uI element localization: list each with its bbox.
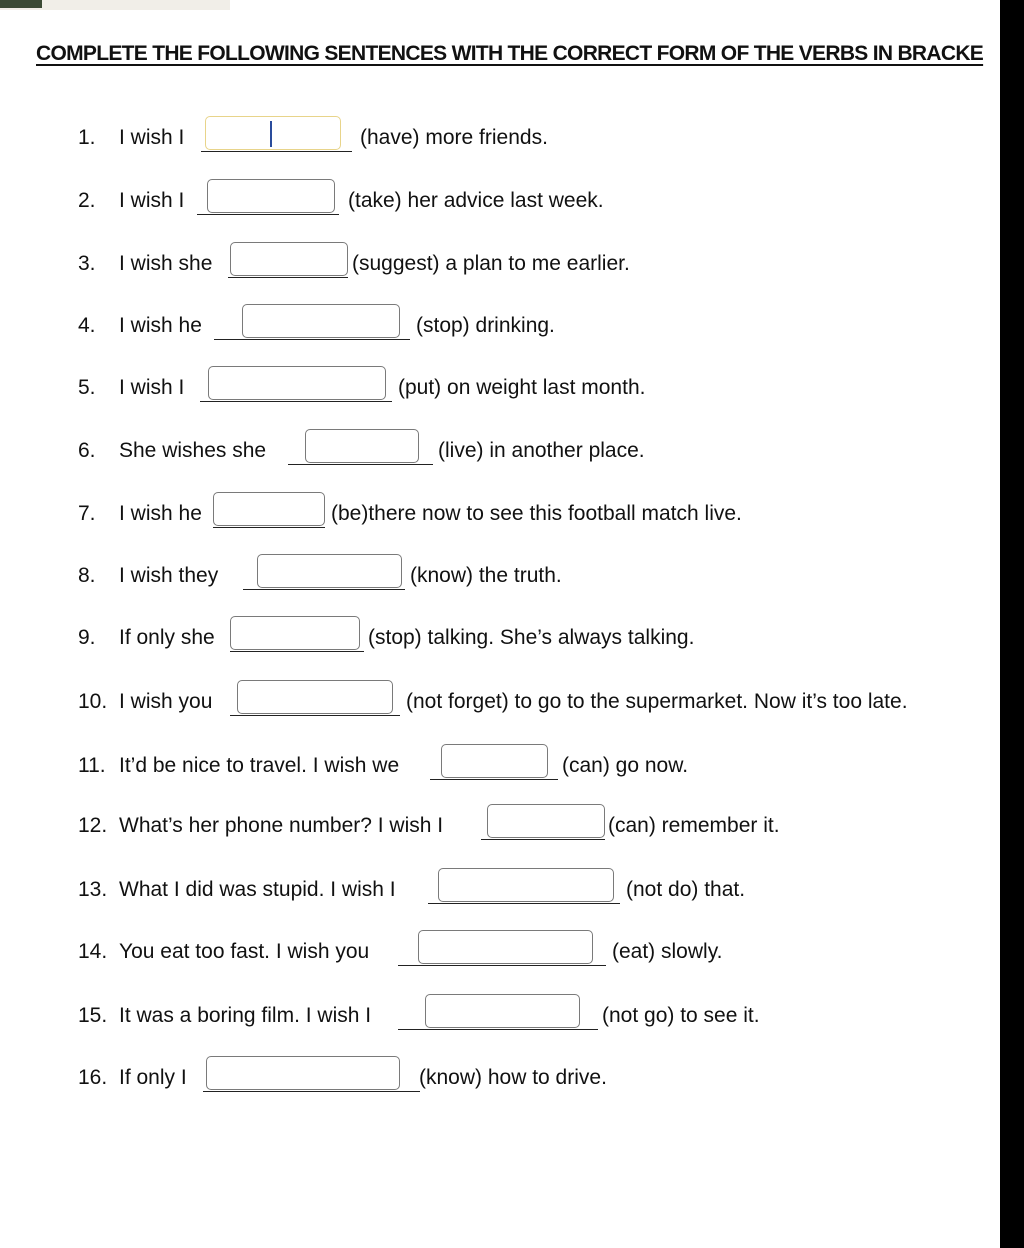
sentence-row-15 bbox=[0, 990, 1000, 1034]
top-mark bbox=[0, 0, 42, 8]
sentence-end: (put) on weight last month. bbox=[398, 376, 646, 399]
answer-input-7[interactable] bbox=[213, 492, 325, 526]
sentence-row-13 bbox=[0, 864, 1000, 908]
sentence-row-5 bbox=[0, 362, 1000, 406]
item-number: 5. bbox=[78, 376, 96, 399]
sentence-end: (stop) talking. She’s always talking. bbox=[368, 626, 695, 649]
text-cursor bbox=[270, 121, 272, 147]
blank-underline bbox=[428, 903, 620, 904]
answer-input-4[interactable] bbox=[242, 304, 400, 338]
sentence-end: (can) go now. bbox=[562, 754, 689, 777]
item-number: 16. bbox=[78, 1066, 108, 1089]
sentence-end: (suggest) a plan to me earlier. bbox=[352, 252, 630, 275]
sentence-start: She wishes she bbox=[119, 439, 267, 462]
sentence-end: (not go) to see it. bbox=[602, 1004, 760, 1027]
answer-input-6[interactable] bbox=[305, 429, 419, 463]
item-number: 2. bbox=[78, 189, 96, 212]
sentence-end: (have) more friends. bbox=[360, 126, 548, 149]
sentence-start: If only she bbox=[119, 626, 215, 649]
answer-input-8[interactable] bbox=[257, 554, 402, 588]
item-number: 11. bbox=[78, 754, 106, 777]
sentence-end: (live) in another place. bbox=[438, 439, 645, 462]
item-number: 10. bbox=[78, 690, 108, 713]
item-number: 4. bbox=[78, 314, 96, 337]
sentence-row-1 bbox=[0, 112, 1000, 156]
sentence-row-10 bbox=[0, 676, 1000, 720]
blank-underline bbox=[288, 464, 433, 465]
blank-underline bbox=[481, 839, 605, 840]
answer-input-5[interactable] bbox=[208, 366, 386, 400]
answer-input-14[interactable] bbox=[418, 930, 593, 964]
sentence-start: I wish he bbox=[119, 502, 202, 525]
blank-underline bbox=[398, 1029, 598, 1030]
answer-input-13[interactable] bbox=[438, 868, 614, 902]
item-number: 8. bbox=[78, 564, 96, 587]
sentence-row-3 bbox=[0, 238, 1000, 282]
item-number: 6. bbox=[78, 439, 96, 462]
sentence-end: (stop) drinking. bbox=[416, 314, 555, 337]
blank-underline bbox=[214, 339, 410, 340]
sentence-row-8 bbox=[0, 550, 1000, 594]
blank-underline bbox=[197, 214, 339, 215]
item-number: 14. bbox=[78, 940, 108, 963]
item-number: 7. bbox=[78, 502, 96, 525]
sentence-start: I wish she bbox=[119, 252, 213, 275]
sentence-start: I wish he bbox=[119, 314, 202, 337]
sentence-row-9 bbox=[0, 612, 1000, 656]
blank-underline bbox=[203, 1091, 420, 1092]
answer-input-2[interactable] bbox=[207, 179, 335, 213]
sentence-end: (eat) slowly. bbox=[612, 940, 723, 963]
blank-underline bbox=[228, 277, 348, 278]
blank-underline bbox=[398, 965, 606, 966]
answer-input-1[interactable] bbox=[205, 116, 341, 150]
blank-underline bbox=[230, 715, 400, 716]
answer-input-9[interactable] bbox=[230, 616, 360, 650]
sentence-end: (know) how to drive. bbox=[419, 1066, 607, 1089]
blank-underline bbox=[200, 401, 392, 402]
answer-input-12[interactable] bbox=[487, 804, 605, 838]
sentence-start: I wish I bbox=[119, 189, 185, 212]
answer-input-15[interactable] bbox=[425, 994, 580, 1028]
page-title: COMPLETE THE FOLLOWING SENTENCES WITH THE CORRECT FORM OF THE VERBS IN BRACKE bbox=[36, 42, 984, 65]
blank-underline bbox=[213, 527, 325, 528]
item-number: 15. bbox=[78, 1004, 108, 1027]
sentence-row-2 bbox=[0, 175, 1000, 219]
answer-input-3[interactable] bbox=[230, 242, 348, 276]
answer-input-16[interactable] bbox=[206, 1056, 400, 1090]
answer-input-11[interactable] bbox=[441, 744, 548, 778]
sentence-row-11 bbox=[0, 740, 1000, 784]
sentence-start: I wish you bbox=[119, 690, 213, 713]
sentence-start: I wish I bbox=[119, 126, 185, 149]
item-number: 1. bbox=[78, 126, 96, 149]
sentence-start: What I did was stupid. I wish I bbox=[119, 878, 396, 901]
sentence-start: You eat too fast. I wish you bbox=[119, 940, 370, 963]
sentence-start: If only I bbox=[119, 1066, 187, 1089]
sentence-start: I wish I bbox=[119, 376, 185, 399]
sentence-end: (know) the truth. bbox=[410, 564, 562, 587]
sentence-row-14 bbox=[0, 926, 1000, 970]
answer-input-10[interactable] bbox=[237, 680, 393, 714]
sentence-end: (not do) that. bbox=[626, 878, 746, 901]
sentence-end: (not forget) to go to the supermarket. Now it’s too late. bbox=[406, 690, 908, 713]
item-number: 12. bbox=[78, 814, 108, 837]
blank-underline bbox=[230, 651, 364, 652]
sentence-start: It was a boring film. I wish I bbox=[119, 1004, 372, 1027]
blank-underline bbox=[430, 779, 558, 780]
sentence-row-12 bbox=[0, 800, 1000, 844]
sentence-row-6 bbox=[0, 425, 1000, 469]
sentence-row-7 bbox=[0, 488, 1000, 532]
item-number: 3. bbox=[78, 252, 96, 275]
sentence-end: (be)there now to see this football match live. bbox=[331, 502, 742, 525]
sentence-row-4 bbox=[0, 300, 1000, 344]
sentence-start: What’s her phone number? I wish I bbox=[119, 814, 444, 837]
sentence-start: I wish they bbox=[119, 564, 219, 587]
sentence-start: It’d be nice to travel. I wish we bbox=[119, 754, 400, 777]
sentence-end: (can) remember it. bbox=[608, 814, 780, 837]
item-number: 9. bbox=[78, 626, 96, 649]
item-number: 13. bbox=[78, 878, 108, 901]
blank-underline bbox=[243, 589, 405, 590]
sentence-row-16 bbox=[0, 1052, 1000, 1096]
blank-underline bbox=[201, 151, 352, 152]
sentence-end: (take) her advice last week. bbox=[348, 189, 604, 212]
